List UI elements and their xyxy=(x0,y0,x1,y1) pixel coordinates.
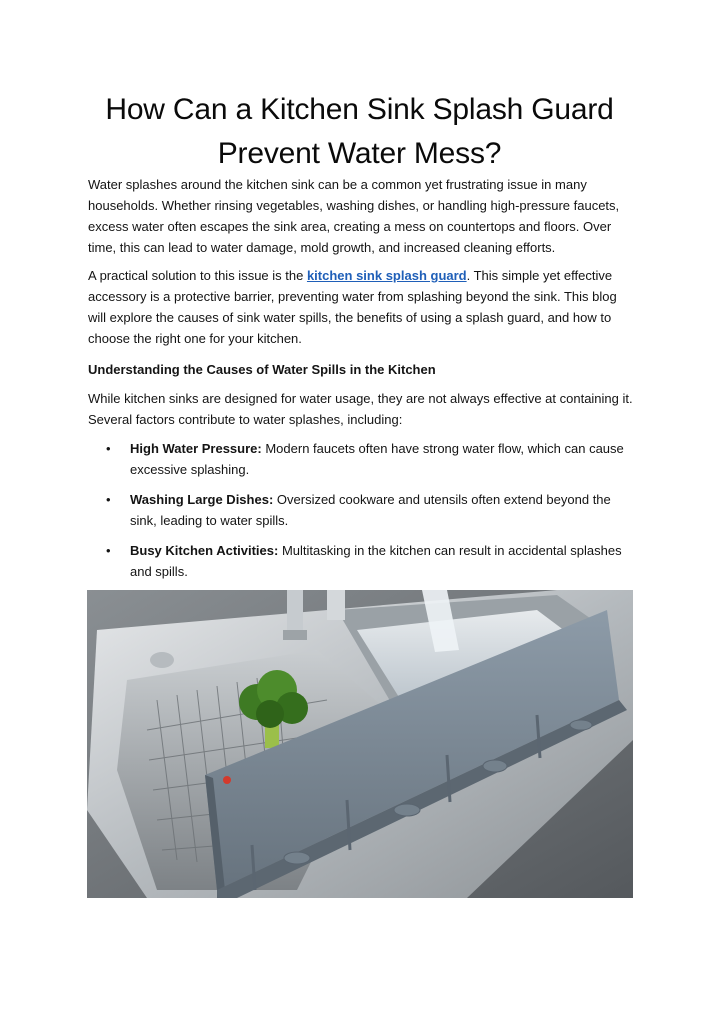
solution-text-before: A practical solution to this issue is the xyxy=(88,268,307,283)
list-item-text: Modern faucets often have strong water flow, which can cause excessive splashing. xyxy=(130,441,624,477)
splash-guard-photo xyxy=(87,590,633,898)
causes-paragraph: While kitchen sinks are designed for water usage, they are not always effective at containing it. Several factors contribute to water splashes, including: xyxy=(88,391,633,427)
bullet-glyph: • xyxy=(106,543,111,558)
list-item-text: Oversized cookware and utensils often extend beyond the sink, leading to water spills. xyxy=(130,492,611,528)
title-line-1: How Can a Kitchen Sink Splash Guard xyxy=(105,93,614,126)
solution-paragraph xyxy=(88,265,633,349)
list-item xyxy=(88,489,633,531)
intro-paragraph: Water splashes around the kitchen sink can be a common yet frustrating issue in many households. Whether rinsing vegetables, washing dishes, or handling high-pressure faucets, excess water often escapes the sink area, creating a mess on countertops and floors. Over time, this can lead to water damage, mold growth, and increased cleaning efforts. xyxy=(88,177,620,255)
causes-list xyxy=(88,438,633,591)
list-item xyxy=(88,438,633,480)
list-item-label: Busy Kitchen Activities: xyxy=(130,543,279,558)
list-item-label: High Water Pressure: xyxy=(130,441,262,456)
bullet-glyph: • xyxy=(106,492,111,507)
list-item xyxy=(88,540,633,582)
list-item-text: Multitasking in the kitchen can result in accidental splashes and spills. xyxy=(130,543,622,579)
kitchen-sink-splash-guard-link[interactable]: kitchen sink splash guard xyxy=(306,268,467,283)
title-line-2: Prevent Water Mess? xyxy=(217,137,502,170)
list-item-label: Washing Large Dishes: xyxy=(130,492,274,507)
bullet-glyph: • xyxy=(106,441,111,456)
solution-text-after: . This simple yet effective accessory is a protective barrier, preventing water from splashing beyond the sink. This blog will explore the causes of sink water spills, the benefits of using a splash guard, and how to choose the right one for your kitchen. xyxy=(88,268,617,346)
page-title xyxy=(60,88,659,176)
section-heading: Understanding the Causes of Water Spills in the Kitchen xyxy=(88,362,436,377)
